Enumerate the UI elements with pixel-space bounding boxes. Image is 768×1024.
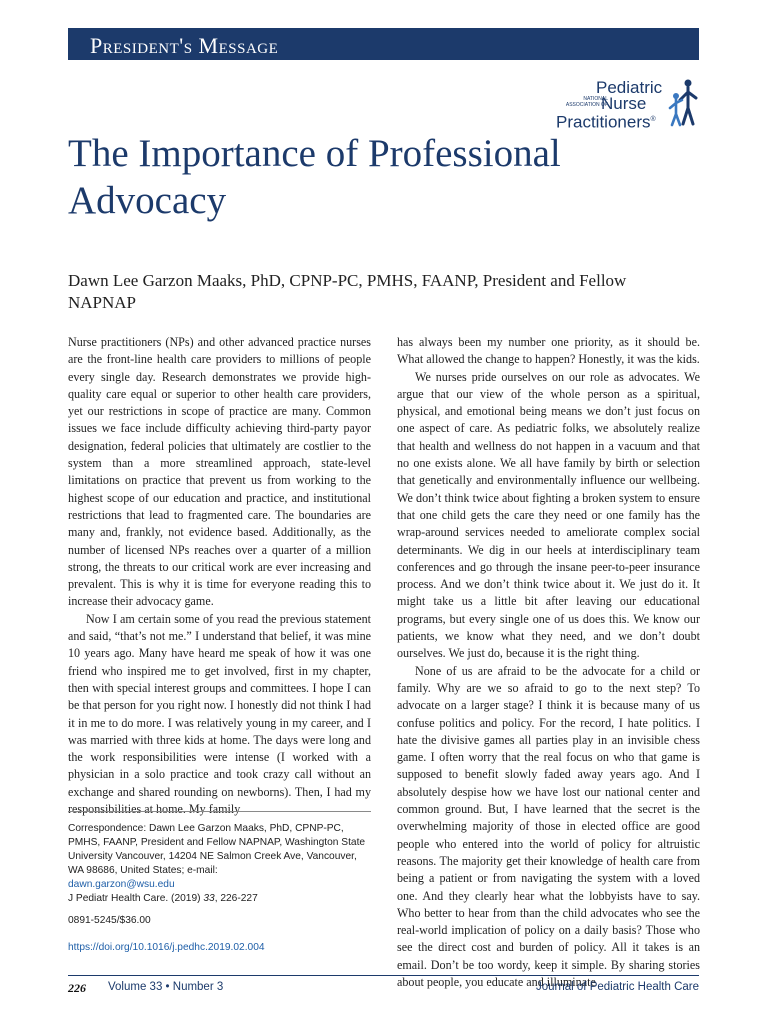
logo-text-practitioners: Practitioners® bbox=[556, 112, 656, 132]
body-column-right bbox=[397, 334, 700, 991]
family-figures-icon bbox=[666, 78, 700, 128]
issn: 0891-5245/$36.00 bbox=[68, 915, 151, 926]
volume-number: Volume 33 • Number 3 bbox=[108, 981, 224, 993]
section-title: President's Message bbox=[90, 33, 279, 58]
napnap-logo bbox=[556, 74, 702, 130]
author-byline: Dawn Lee Garzon Maaks, PhD, CPNP-PC, PMHS, FAANP, President and Fellow NAPNAP bbox=[68, 271, 627, 312]
body-column-left bbox=[68, 334, 371, 818]
correspondence-address: Correspondence: Dawn Lee Garzon Maaks, PhD, CPNP-PC, PMHS, FAANP, President and Fellow NAPNAP, Washington State University Vancouver, 14204 NE Salmon Creek Ave, Vancouver, WA 98686, United States; e-mail: bbox=[68, 823, 366, 876]
page-number: 226 bbox=[68, 981, 86, 995]
correspondence-block bbox=[68, 822, 373, 955]
doi-link[interactable]: https://doi.org/10.1016/j.pedhc.2019.02.004 bbox=[68, 942, 265, 953]
article-title: The Importance of Professional Advocacy bbox=[68, 132, 561, 222]
journal-name: Journal of Pediatric Health Care bbox=[536, 981, 699, 993]
paragraph: Now I am certain some of you read the previous statement and said, “that’s not me.” I understand that belief, it was mine 10 years ago. Many have heard me speak of how it was one friend who inspired me to get involved, first in my chapter, then with special interest groups and committees. I hope I can be that person for you right now. I honestly did not think I had it in me to do more. I was relatively young in my career, and I was married with three kids at home. The days were long and the work responsibilities were intense (I worked with a physician in a solo practice and took crazy call without an exchange and shared rounding on newborns). Then, I had my responsibilities at home. My family bbox=[68, 611, 371, 817]
paragraph: has always been my number one priority, as it should be. What allowed the change to happen? Honestly, it was the kids. bbox=[397, 335, 700, 367]
paragraph: Nurse practitioners (NPs) and other advanced practice nurses are the front-line health care providers to millions of people every single day. Research demonstrates we provide high-quality care equal or superior to other health care providers, yet our restrictions in scope of practice are many. Common issues we face include difficulty achieving third-party payor designation, federal policies that ultimately are costlier to the system than a more streamlined approach, state-level limitations on practice that prevent us from working to the highest scope of our education and practice, and institutional restrictions that lead to fragmented care. The boundaries are many and, frankly, not evidence based. Additionally, as the number of licensed NPs reaches over a quarter of a million strong, the threats to our critical work are ever increasing and prevalent. This is why it is time for everyone reading this to increase their advocacy game. bbox=[68, 335, 371, 609]
page-footer bbox=[68, 981, 699, 997]
paragraph: We nurses pride ourselves on our role as advocates. We argue that our view of the whole person as a spiritual, physical, and emotional being means we don’t just focus on one aspect of care. As pediatric folks, we absolutely realize that health and wellness do not happen in a vacuum and that no one exists alone. We all have family by birth or selection that genetically and environmentally influence our wellbeing. We don’t think twice about fighting a broken system to ensure that one child gets the care they need or one family has the wrap-around services needed to ameliorate complex social determinants. We dig in our heels at interdisciplinary team conferences and go through the insane peer-to-peer insurance process. And we don’t think twice about it. We just do it. It might take us a little bit after leaving our educational programs, but every single one of us does this. We know our patients, we know what they need, and we don’t doubt ourselves. We just do, because it is the right thing. bbox=[397, 369, 700, 661]
logo-text-nurse: Nurse bbox=[601, 94, 647, 113]
section-banner bbox=[68, 28, 699, 60]
correspondence-divider bbox=[68, 811, 371, 812]
paragraph: None of us are afraid to be the advocate for a child or family. Why are we so afraid to go to the next step? To advocate on a larger stage? I think it is because many of us confuse politics and policy. For the record, I hate politics. I hate the divisive games all parties play in an invisible chess game. I often worry that the real focus on who that game is supposed to benefit slowly faded away years ago. And I absolutely despise how we have lost our national center and common ground. But, I have learned that the secret is the overwhelming majority of those in elected office are good people who entered into the world of policy for altruistic reasons. The majority get their knowledge of health care from being a patient or from navigating the system with a loved one. And they clearly hear what the lobbyists have to say. Who better to hear from than the child advocates who see the real-world implication of policy on a daily basis? Those who see the direct cost and burden of policy. All it takes is an email. Don’t be too wordy, keep it simple. By sharing stories about people, you educate and illuminate bbox=[397, 663, 700, 989]
citation: J Pediatr Health Care. (2019) 33, 226-227 bbox=[68, 893, 258, 904]
correspondence-email-link[interactable]: dawn.garzon@wsu.edu bbox=[68, 879, 175, 890]
logo-text-pediatric: Pediatric bbox=[596, 78, 663, 97]
footer-rule bbox=[68, 975, 699, 976]
logo-text-national-association: NATIONAL ASSOCIATION OF bbox=[565, 96, 608, 108]
